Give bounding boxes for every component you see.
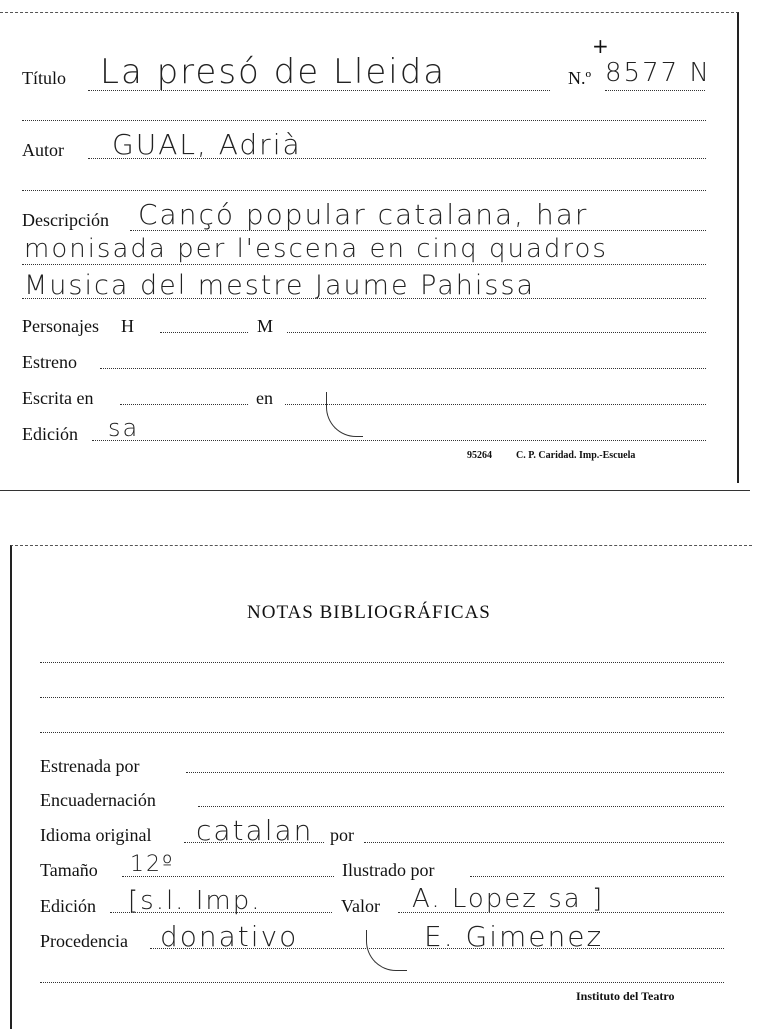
notas-line-2 xyxy=(40,697,724,698)
personajes-h-label: H xyxy=(121,316,134,336)
personajes-m-line xyxy=(287,332,706,333)
personajes-m-label: M xyxy=(257,316,274,336)
encuadernacion-label: Encuadernación xyxy=(40,790,156,810)
descripcion-rule-3 xyxy=(22,298,706,299)
valor-label: Valor xyxy=(341,896,380,916)
ilustrado-label: Ilustrado por xyxy=(342,860,435,880)
procedencia-label: Procedencia xyxy=(40,931,128,951)
autor-label: Autor xyxy=(22,140,64,160)
descripcion-label: Descripción xyxy=(22,210,109,230)
edicion2-line xyxy=(110,912,332,913)
idioma-por-label: por xyxy=(330,825,354,845)
tamano-label: Tamaño xyxy=(40,860,98,880)
print-number: 95264 xyxy=(467,450,492,461)
descripcion-line-2: monisada per l'escena en cinq quadros xyxy=(24,234,608,264)
procedencia-value-2: E. Gimenez xyxy=(424,920,604,953)
numero-value: 8577 N xyxy=(605,58,711,88)
titulo-extra-line xyxy=(22,120,706,121)
numero-line xyxy=(605,90,705,91)
tamano-line xyxy=(122,876,334,877)
edicion2-value: [s.l. Imp. xyxy=(128,886,262,916)
idioma-por-line xyxy=(364,842,724,843)
printer-imprint: C. P. Caridad. Imp.-Escuela xyxy=(516,450,636,461)
numero-mark: + xyxy=(592,34,609,58)
notas-line-1 xyxy=(40,662,724,663)
edicion-label: Edición xyxy=(22,424,78,444)
descripcion-line-3: Musica del mestre Jaume Pahissa xyxy=(24,270,536,301)
autor-line xyxy=(88,158,706,159)
idioma-label: Idioma original xyxy=(40,825,152,845)
numero-label: N.º xyxy=(568,68,592,88)
tamano-value: 12º xyxy=(130,852,175,877)
escrita-en-label: en xyxy=(256,388,273,408)
institution-footer: Instituto del Teatro xyxy=(576,989,675,1003)
valor-value: A. Lopez sa ] xyxy=(412,884,605,914)
idioma-line xyxy=(184,842,324,843)
estrenada-label: Estrenada por xyxy=(40,756,140,776)
autor-extra-line xyxy=(22,190,706,191)
encuadernacion-line xyxy=(198,806,724,807)
personajes-label: Personajes xyxy=(22,316,99,336)
idioma-value: catalan xyxy=(196,814,314,847)
estrenada-line xyxy=(186,772,724,773)
escrita-line xyxy=(120,404,248,405)
estreno-line xyxy=(100,368,706,369)
ilustrado-line xyxy=(470,876,724,877)
notas-final-line xyxy=(40,982,724,983)
descripcion-rule-2 xyxy=(22,264,706,265)
card-divider xyxy=(0,490,750,491)
estreno-label: Estreno xyxy=(22,352,77,372)
valor-line xyxy=(398,912,724,913)
personajes-h-line xyxy=(160,332,248,333)
edicion-line xyxy=(92,440,706,441)
titulo-value: La presó de Lleida xyxy=(100,52,447,92)
descripcion-line-1: Cançó popular catalana, har xyxy=(138,198,589,231)
notas-line-3 xyxy=(40,732,724,733)
escrita-label: Escrita en xyxy=(22,388,94,408)
edicion2-label: Edición xyxy=(40,896,96,916)
procedencia-value: donativo xyxy=(160,920,299,953)
descripcion-rule-1 xyxy=(130,230,706,231)
autor-value: GUAL, Adrià xyxy=(112,128,302,161)
titulo-label: Título xyxy=(22,68,66,88)
notas-heading: NOTAS BIBLIOGRÁFICAS xyxy=(247,602,491,623)
titulo-line xyxy=(88,90,550,91)
edicion-value: sa xyxy=(108,414,140,442)
procedencia-line xyxy=(150,948,724,949)
